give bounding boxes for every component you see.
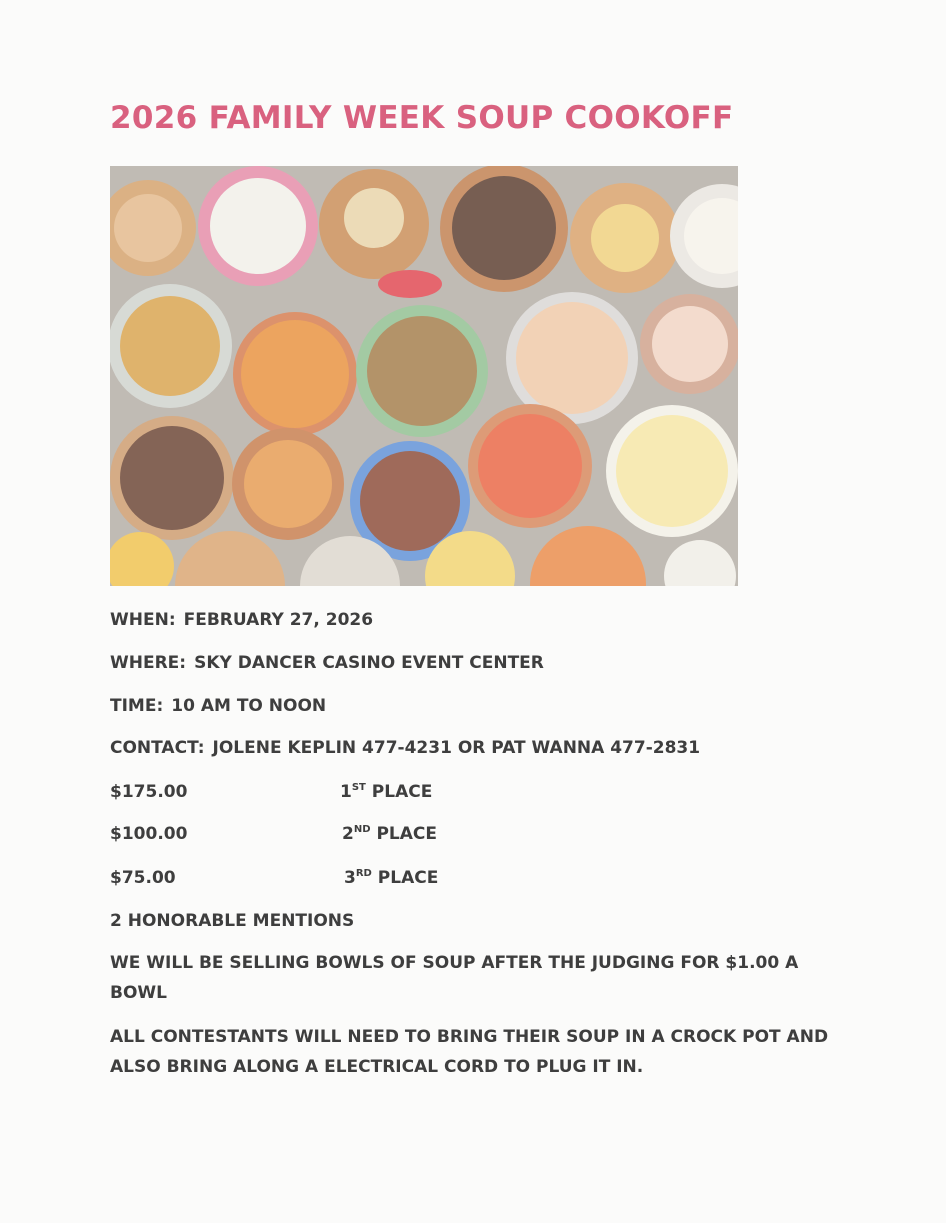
prize-place: 1ST PLACE (340, 782, 433, 802)
flyer-title: 2026 FAMILY WEEK SOUP COOKOFF (110, 100, 734, 136)
when-value: FEBRUARY 27, 2026 (183, 610, 374, 630)
prize-amount: $75.00 (110, 868, 176, 888)
where-line (110, 653, 544, 673)
where-value: SKY DANCER CASINO EVENT CENTER (194, 653, 544, 673)
contact-line (110, 738, 700, 758)
soup-bowls-photo (110, 166, 738, 586)
when-line (110, 610, 373, 630)
soup-bowls-illustration (110, 166, 738, 586)
prize-row (110, 824, 187, 844)
prize-place: 2ND PLACE (342, 824, 437, 844)
contact-label: CONTACT: (110, 738, 205, 758)
time-value: 10 AM TO NOON (171, 696, 327, 716)
prize-place: 3RD PLACE (344, 868, 439, 888)
selling-note: WE WILL BE SELLING BOWLS OF SOUP AFTER THE JUDGING FOR $1.00 A BOWL (110, 953, 799, 1003)
contact-value: JOLENE KEPLIN 477-4231 OR PAT WANNA 477-2831 (212, 738, 701, 758)
honorable-mentions: 2 HONORABLE MENTIONS (110, 911, 355, 931)
prize-row (110, 868, 176, 888)
where-label: WHERE: (110, 653, 187, 673)
contestant-note: ALL CONTESTANTS WILL NEED TO BRING THEIR SOUP IN A CROCK POT AND ALSO BRING ALONG A ELECTRICAL CORD TO PLUG IT IN. (110, 1027, 829, 1077)
time-line (110, 696, 326, 716)
prize-amount: $100.00 (110, 824, 188, 844)
prize-amount: $175.00 (110, 782, 188, 802)
time-label: TIME: (110, 696, 164, 716)
when-label: WHEN: (110, 610, 176, 630)
prize-row (110, 782, 187, 802)
